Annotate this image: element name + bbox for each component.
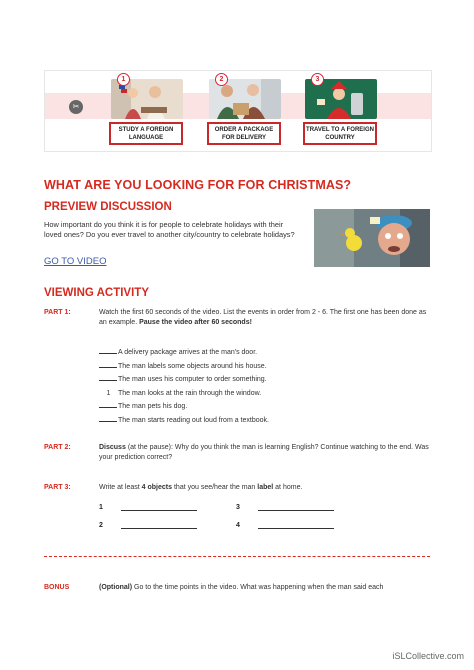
part2-instructions [99,443,433,463]
viewing-heading: VIEWING ACTIVITY [44,287,149,299]
list-item [99,417,269,431]
part3-bold-label: label [257,484,274,491]
activity-banner [44,70,432,152]
list-item [99,349,269,363]
part3-instructions [99,483,433,493]
order-blank[interactable] [99,367,117,368]
page-title: WHAT ARE YOU LOOKING FOR FOR CHRISTMAS? [44,178,352,192]
object-number: 3 [236,504,240,511]
order-blank[interactable] [99,407,117,408]
part1-instructions [99,308,433,328]
part2-text: (at the pause): Why do you think the man is learning English? Continue watching to the end. Was your prediction correct? [99,444,429,461]
list-item [99,390,269,404]
event-text: The man looks at the rain through the window. [118,389,262,397]
event-text: The man starts reading out loud from a textbook. [118,416,269,424]
order-example: 1 [106,389,111,397]
part3-label: PART 3: [44,484,71,491]
part3-bold-objects: 4 objects [141,484,173,491]
bonus-label: BONUS [44,584,70,591]
site-watermark: iSLCollective.com [392,651,464,661]
preview-question: How important do you think it is for people to celebrate holidays with their loved ones? Do you ever travel to another city/country to celebrate holidays? [44,220,295,239]
answer-line[interactable] [258,510,334,511]
object-number: 4 [236,522,240,529]
object-answer-3 [236,504,334,511]
go-to-video-link[interactable]: GO TO VIDEO [44,256,107,267]
card-number: 1 [117,73,130,86]
video-thumbnail[interactable] [314,209,430,267]
answer-line[interactable] [258,528,334,529]
event-list [99,349,269,430]
bonus-instructions [99,583,433,593]
list-item [99,403,269,417]
card-number: 3 [311,73,324,86]
list-item [99,363,269,377]
section-divider [44,556,430,557]
event-text: The man labels some objects around his house. [118,362,267,370]
event-text: A delivery package arrives at the man's door. [118,349,258,356]
list-item [99,376,269,390]
object-number: 1 [99,504,103,511]
order-blank[interactable] [99,353,117,354]
part1-text: Watch the first 60 seconds of the video. List the events in order from 2 - 6. The first one has been done as an example. [99,309,427,326]
object-answer-2 [99,522,197,529]
card-label: ORDER A PACKAGE FOR DELIVERY [207,122,281,145]
part3-text: at home. [273,484,303,491]
card-label: STUDY A FOREIGN LANGUAGE [109,122,183,145]
part3-text: that you see/hear the man [172,484,258,491]
part1-label: PART 1: [44,309,71,316]
answer-line[interactable] [121,528,197,529]
order-blank[interactable] [99,421,117,422]
part1-pause-note: Pause the video after 60 seconds! [139,319,252,326]
event-text: The man pets his dog. [118,403,188,410]
object-answer-4 [236,522,334,529]
bonus-optional: (Optional) [99,584,133,591]
part3-text: Write at least [99,484,142,491]
card-number: 2 [215,73,228,86]
preview-heading: PREVIEW DISCUSSION [44,201,172,213]
part2-discuss: Discuss [99,444,126,451]
object-answer-1 [99,504,197,511]
part2-label: PART 2: [44,444,71,451]
bonus-text: Go to the time points in the video. What was happening when the man said each [132,584,384,591]
object-number: 2 [99,522,103,529]
answer-line[interactable] [121,510,197,511]
card-label: TRAVEL TO A FOREIGN COUNTRY [303,122,377,145]
order-blank[interactable] [99,380,117,381]
tool-icon: ✂ [69,100,83,114]
event-text: The man uses his computer to order something. [118,376,267,383]
